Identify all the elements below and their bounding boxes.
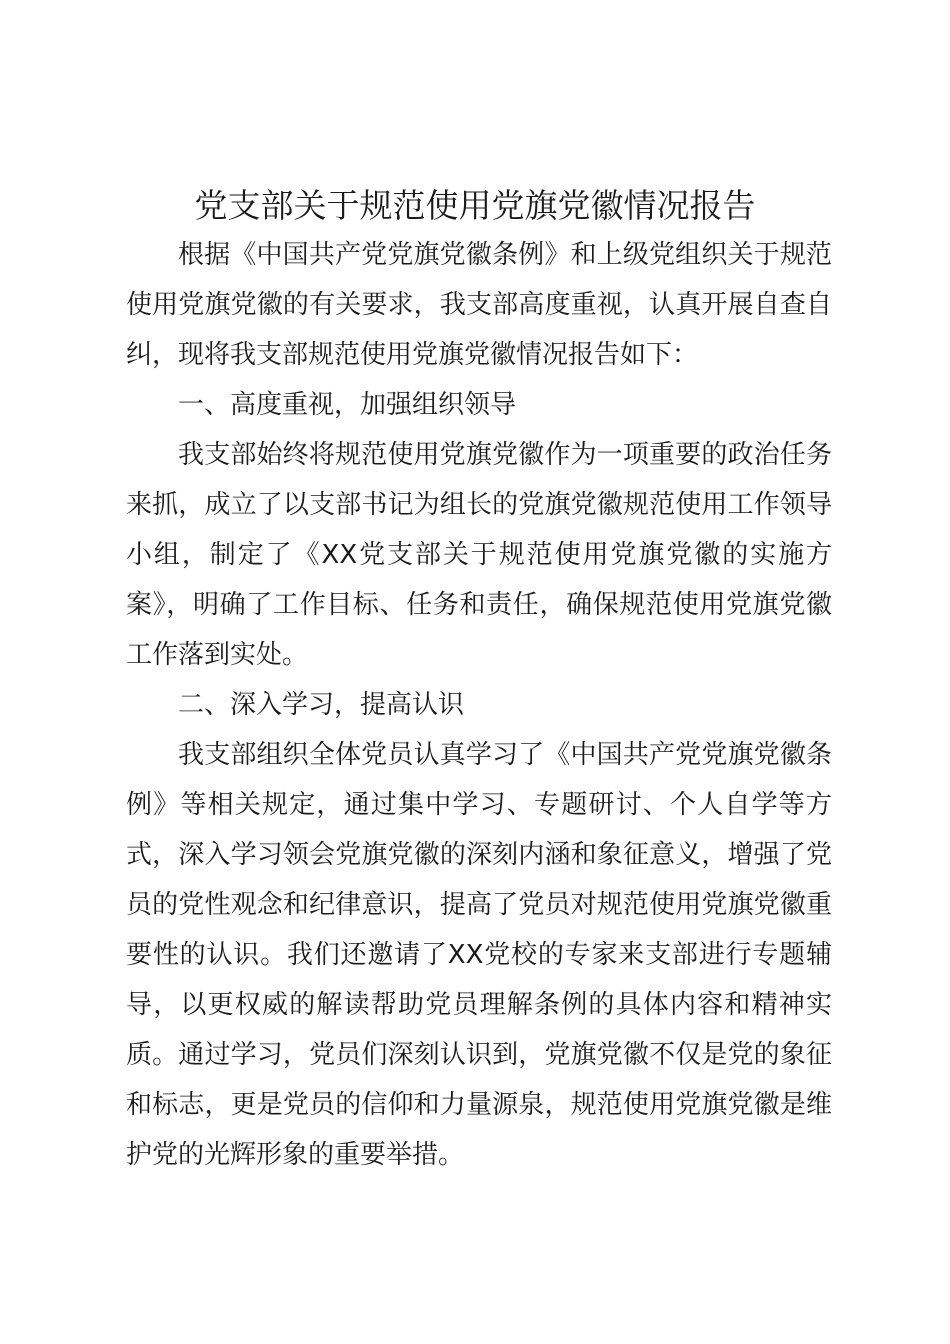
section-2-paragraph: 我支部组织全体党员认真学习了《中国共产党党旗党徽条例》等相关规定，通过集中学习、专题研讨、个人自学等方式，深入学习领会党旗党徽的深刻内涵和象征意义，增强了党员的党性观念和纪律意识，提高了党员对规范使用党旗党徽重要性的认识。我们还邀请了XX党校的专家来支部进行专题辅导，以更权威的解读帮助党员理解条例的具体内容和精神实质。通过学习，党员们深刻认识到，党旗党徽不仅是党的象征和标志，更是党员的信仰和力量源泉，规范使用党旗党徽是维护党的光辉形象的重要举措。 <box>126 740 832 1170</box>
document-title: 党支部关于规范使用党旗党徽情况报告 <box>194 186 756 225</box>
document-body <box>126 230 832 1180</box>
intro-paragraph: 根据《中国共产党党旗党徽条例》和上级党组织关于规范使用党旗党徽的有关要求，我支部高度重视，认真开展自查自纠，现将我支部规范使用党旗党徽情况报告如下： <box>126 240 832 370</box>
section-1-paragraph: 我支部始终将规范使用党旗党徽作为一项重要的政治任务来抓，成立了以支部书记为组长的党旗党徽规范使用工作领导小组，制定了《XX党支部关于规范使用党旗党徽的实施方案》，明确了工作目标、任务和责任，确保规范使用党旗党徽工作落到实处。 <box>126 440 832 670</box>
section-2-heading: 二、深入学习，提高认识 <box>178 690 465 720</box>
section-1-heading: 一、高度重视，加强组织领导 <box>178 390 517 420</box>
